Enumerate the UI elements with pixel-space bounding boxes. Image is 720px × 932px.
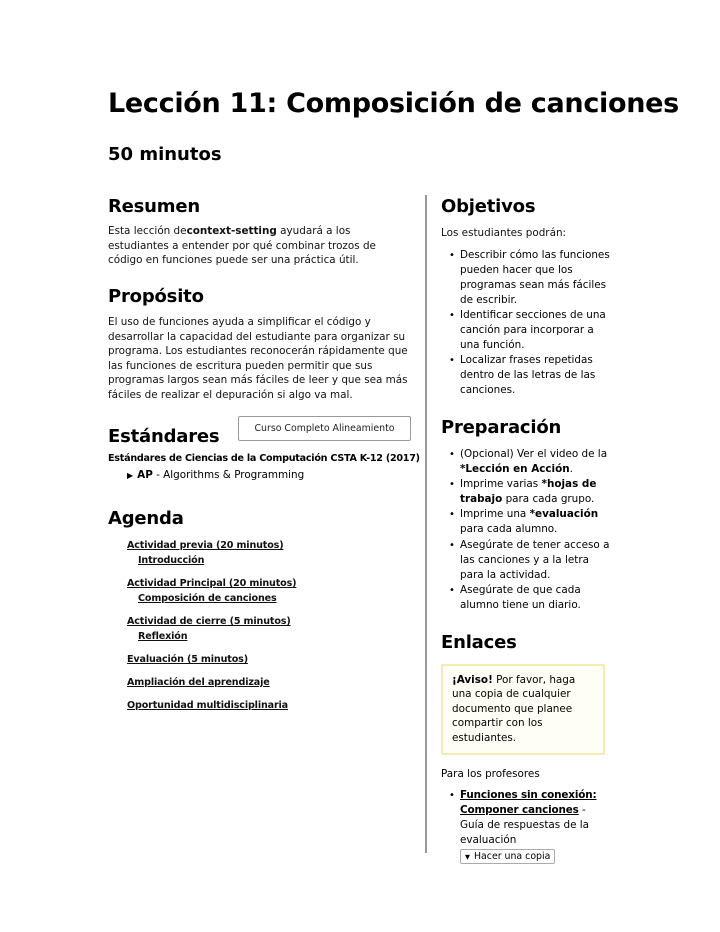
list-item: • Localizar frases repetidas dentro de las letras de las canciones.	[449, 353, 611, 398]
lesson-duration: 50 minutos	[108, 144, 222, 165]
agenda-group	[127, 576, 413, 606]
list-item	[449, 583, 611, 613]
proposito-text: El uso de funciones ayuda a simplificar el código y desarrollar la capacidad del estudiante para organizar su programa. Los estudiantes reconocerán rápidamente que las funciones de escritura pueden permitir que sus programas largos sean más fáciles de leer y que sea más fáciles de realizar el depuración si algo va mal.	[108, 316, 408, 401]
standard-label: - Algorithms & Programming	[152, 469, 305, 481]
agenda-heading: Agenda	[108, 508, 184, 529]
prep-bold-link[interactable]: *hojas de trabajo	[460, 478, 597, 506]
prep-text: (Opcional) Ver el video de la	[460, 448, 608, 460]
make-copy-label: Hacer una copia	[474, 851, 551, 863]
preparacion-heading: Preparación	[441, 417, 562, 438]
list-item	[449, 538, 611, 583]
objetivos-list	[449, 248, 611, 399]
left-column	[108, 196, 420, 711]
agenda-link-extended-learning[interactable]: Ampliación del aprendizaje	[127, 677, 270, 688]
page-title: Lección 11: Composición de canciones	[108, 88, 679, 119]
agenda-link-wrap-up[interactable]: Actividad de cierre (5 minutos)	[127, 616, 291, 627]
prep-text: .	[569, 463, 573, 476]
agenda-group	[127, 698, 413, 713]
proposito-section	[108, 286, 413, 403]
warning-text: Por favor, haga una copia de cualquier documento que planee compartir con los estudiantes.	[452, 674, 576, 744]
column-divider	[425, 195, 427, 853]
agenda-link-main-activity[interactable]: Actividad Principal (20 minutos)	[127, 578, 297, 589]
resumen-text	[108, 224, 413, 268]
agenda-section	[108, 508, 413, 721]
objetivos-heading: Objetivos	[441, 196, 536, 217]
estandares-heading: Estándares	[108, 426, 220, 447]
agenda-group	[127, 614, 413, 644]
enlaces-section	[441, 632, 611, 864]
right-column	[441, 196, 611, 863]
resource-description: - Guía de respuestas de la evaluación	[460, 804, 590, 847]
list-item: • Describir cómo las funciones pueden hacer que los programas sean más fáciles de escribir.	[449, 248, 611, 308]
objetivos-intro: Los estudiantes podrán:	[441, 227, 567, 239]
resumen-text-end: ayudará a los estudiantes a entender por qué combinar trozos de código en funciones puede ser una práctica útil.	[108, 225, 376, 267]
agenda-group	[127, 675, 413, 690]
standards-framework-title: Estándares de Ciencias de la Computación CSTA K-12 (2017)	[108, 453, 420, 464]
warning-label: ¡Aviso!	[452, 674, 493, 686]
resumen-section	[108, 196, 413, 268]
preparacion-section	[441, 417, 611, 613]
agenda-link-reflection[interactable]: Reflexión	[138, 631, 188, 642]
resumen-text-bold: context-setting	[186, 225, 277, 237]
agenda-link-interdisciplinary[interactable]: Oportunidad multidisciplinaria	[127, 700, 289, 711]
list-item	[449, 507, 611, 537]
agenda-list	[127, 538, 413, 713]
standard-item-ap[interactable]	[127, 469, 304, 481]
agenda-group	[127, 652, 413, 667]
enlaces-heading: Enlaces	[441, 632, 517, 653]
teachers-label: Para los profesores	[441, 768, 540, 781]
list-item: • Identificar secciones de una canción para incorporar a una función.	[449, 308, 611, 353]
objetivos-section	[441, 196, 611, 399]
caret-down-icon: ▼	[465, 852, 470, 861]
triangle-right-icon: ▶	[127, 471, 134, 480]
agenda-link-introduction[interactable]: Introducción	[138, 555, 205, 566]
proposito-heading: Propósito	[108, 286, 204, 307]
resource-link-answer-key[interactable]: Funciones sin conexión: Componer canciones	[460, 789, 597, 817]
agenda-link-song-composition[interactable]: Composición de canciones	[138, 593, 277, 604]
list-item	[449, 477, 611, 507]
prep-bold-link[interactable]: *evaluación	[529, 508, 599, 521]
resumen-heading: Resumen	[108, 196, 200, 217]
make-copy-button[interactable]	[460, 849, 555, 864]
prep-text: Imprime una	[460, 508, 530, 521]
list-item	[449, 788, 611, 864]
full-course-alignment-button[interactable]: Curso Completo Alineamiento	[238, 416, 411, 441]
standard-code: AP	[137, 469, 153, 481]
agenda-group	[127, 538, 413, 568]
copy-warning-box	[441, 664, 605, 755]
prep-bold-link[interactable]: *Lección en Acción	[460, 463, 570, 476]
list-item	[449, 447, 611, 477]
agenda-link-warmup[interactable]: Actividad previa (20 minutos)	[127, 540, 284, 551]
prep-text: Asegúrate de que cada alumno tiene un diario.	[460, 583, 581, 611]
preparacion-list	[449, 447, 611, 613]
prep-text: para cada grupo.	[502, 493, 595, 506]
agenda-link-assessment[interactable]: Evaluación (5 minutos)	[127, 654, 248, 665]
prep-text: Imprime varias	[460, 478, 542, 491]
prep-text: Asegúrate de tener acceso a las canciones y a la letra para la actividad.	[460, 538, 610, 581]
teacher-resources-list	[449, 788, 611, 864]
prep-text: para cada alumno.	[460, 523, 558, 536]
resumen-text-start: Esta lección de	[108, 225, 187, 237]
